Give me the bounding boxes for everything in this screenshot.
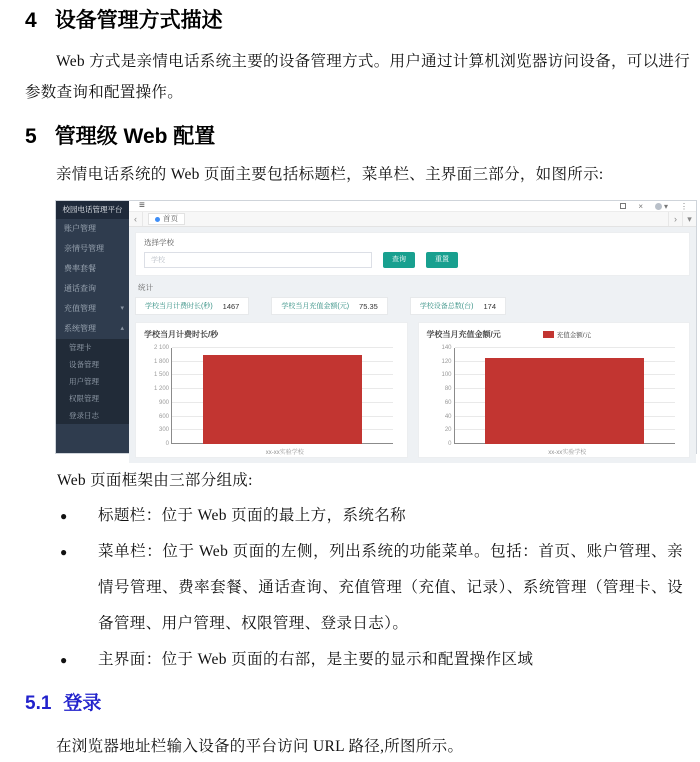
sidebar-submenu-item[interactable]: 用户管理 — [69, 377, 99, 386]
main-content — [129, 227, 696, 463]
stats-row — [135, 297, 690, 315]
sidebar-menu-item[interactable]: 账户管理 — [64, 224, 96, 233]
bar-xx-xx实验学校 — [485, 358, 644, 444]
school-search-input[interactable] — [144, 252, 372, 268]
bar-xx-xx实验学校 — [203, 355, 362, 444]
web-ui-screenshot — [55, 200, 697, 454]
section-5-1-heading — [25, 692, 700, 716]
bullet-list — [0, 498, 700, 678]
section-5-paragraph: 亲情电话系统的 Web 页面主要包括标题栏，菜单栏、主界面三部分，如图所示: — [56, 166, 604, 183]
chart-2-plot: 0 20 40 60 80 100 120 140 — [454, 348, 676, 444]
section-5-title: 管理级 Web 配置 — [54, 125, 216, 148]
bullet-icon: ● — [60, 509, 68, 523]
close-icon[interactable]: × — [638, 201, 643, 211]
chevron-icon: ▾ — [120, 305, 124, 312]
sidebar-submenu-item[interactable]: 设备管理 — [69, 360, 99, 369]
bullet-item: ● 主界面：位于 Web 页面的右部，是主要的显示和配置操作区域 — [0, 642, 700, 678]
sidebar-submenu-item[interactable]: 权限管理 — [69, 394, 99, 403]
sidebar-menu-item[interactable]: 亲情号管理 — [64, 244, 104, 253]
caret-down-icon: ▾ — [663, 201, 668, 211]
chart-1-plot: 0 300 600 900 1 200 1 500 1 800 2 100 — [171, 348, 393, 444]
chart-2-legend[interactable] — [543, 330, 591, 339]
bullet-item: ● 标题栏：位于 Web 页面的最上方，系统名称 — [0, 498, 700, 534]
section-5-1-paragraph: 在浏览器地址栏输入设备的平台访问 URL 路径,所图所示。 — [56, 738, 464, 755]
main-area — [129, 200, 696, 456]
reset-button[interactable]: 重置 — [426, 252, 458, 268]
tab-scroll-left-icon[interactable]: ‹ — [129, 212, 143, 226]
section-4-number: 4 — [25, 9, 37, 32]
search-field-label: 选择学校 — [144, 238, 174, 247]
active-tab-dot-icon — [155, 217, 160, 222]
chevron-icon: ▴ — [120, 325, 124, 332]
chart-1-title: 学校当月计费时长/秒 — [144, 329, 219, 339]
user-menu[interactable] — [655, 202, 668, 211]
tab-scroll-right-icon[interactable]: › — [668, 212, 682, 226]
charts-row — [135, 322, 690, 458]
stats-section-label: 统计 — [138, 283, 153, 292]
legend-label: 充值金额/元 — [556, 331, 592, 339]
section-5-1-title: 登录 — [63, 693, 102, 714]
sidebar-menu-item[interactable]: 通话查询 — [64, 284, 96, 293]
section-5-number: 5 — [25, 125, 37, 148]
stat-box: 学校设备总数(台) 174 — [410, 297, 506, 315]
bullet-item: ● 菜单栏：位于 Web 页面的左侧，列出系统的功能菜单。包括：首页、账户管理、亲情号管理、费率套餐、通话查询、充值管理（充值、记录）、系统管理（管理卡、设备管理、用户管理、权限管理、登录日志）。 — [0, 534, 700, 642]
sidebar-menu — [56, 219, 129, 339]
fullscreen-icon[interactable] — [620, 203, 626, 209]
tab-home[interactable] — [148, 213, 185, 225]
menu-fold-icon[interactable]: ≡ — [139, 200, 145, 211]
sidebar-submenu-item[interactable]: 登录日志 — [69, 411, 99, 420]
legend-swatch-icon — [543, 331, 554, 338]
section-5-heading — [25, 124, 700, 150]
tab-bar — [129, 212, 696, 227]
bullet-icon: ● — [60, 653, 68, 667]
section-4-paragraph: Web 方式是亲情电话系统主要的设备管理方式。用户通过计算机浏览器访问设备，可以进行参数查询和配置操作。 — [25, 53, 690, 101]
bullet-icon: ● — [60, 545, 68, 559]
chart-2-title: 学校当月充值金额/元 — [426, 329, 501, 339]
tab-home-label: 首页 — [163, 214, 178, 223]
avatar — [655, 203, 662, 210]
chart-recharge-amount — [418, 322, 691, 458]
title-bar — [129, 201, 696, 212]
section-4-heading — [25, 8, 700, 34]
sidebar-menu-item[interactable]: 充值管理 ▾ — [56, 299, 129, 319]
stat-box: 学校当月充值金额(元) 75.35 — [271, 297, 387, 315]
frame-intro: Web 页面框架由三部分组成: — [57, 472, 253, 489]
section-5-1-number: 5.1 — [25, 693, 52, 714]
search-panel — [135, 232, 690, 276]
sidebar — [56, 201, 129, 453]
sidebar-system-title: 校园电话管理平台 — [56, 201, 129, 219]
section-4-title: 设备管理方式描述 — [54, 9, 223, 32]
chart-call-duration — [135, 322, 408, 458]
sidebar-menu-item[interactable]: 费率套餐 — [64, 264, 96, 273]
chart-1-x-label: xx-xx实验学校 — [265, 450, 304, 456]
more-icon[interactable]: ⋮ — [680, 201, 688, 211]
sidebar-menu-item[interactable]: 系统管理 ▴ — [56, 319, 129, 339]
chart-2-x-label: xx-xx实验学校 — [548, 450, 587, 456]
search-button[interactable]: 查询 — [383, 252, 415, 268]
tab-menu-caret-icon[interactable]: ▾ — [682, 212, 696, 226]
stat-box: 学校当月计费时长(秒) 1467 — [135, 297, 249, 315]
sidebar-submenu-item[interactable]: 管理卡 — [69, 343, 92, 352]
sidebar-submenu — [56, 339, 129, 424]
